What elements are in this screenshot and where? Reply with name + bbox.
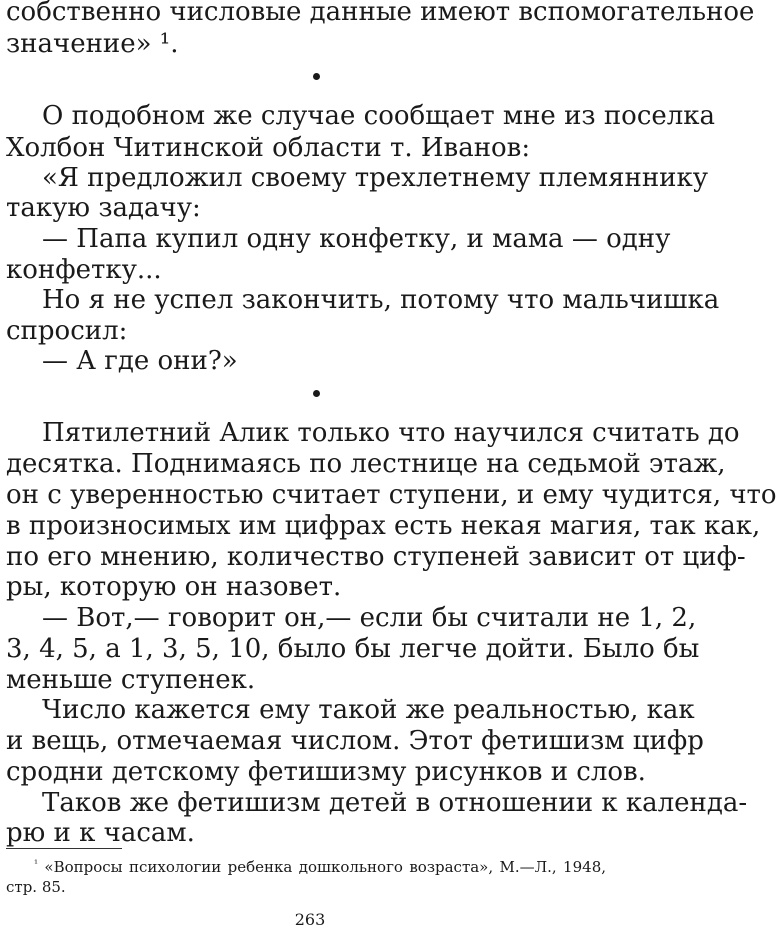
- text-line: Но я не успел закончить, потому что мальчишка: [42, 285, 720, 315]
- footnote-divider: [6, 848, 122, 849]
- footnote-text: «Вопросы психологии ребенка дошкольного возраста», М.—Л., 1948,: [44, 858, 607, 876]
- text-line: «Я предложил своему трехлетнему племяннику: [42, 163, 709, 193]
- text-line: сродни детскому фетишизму рисунков и слов.: [6, 757, 646, 787]
- text-line: по его мнению, количество ступеней зависит от циф-: [6, 542, 746, 572]
- text-line: — Папа купил одну конфетку, и мама — одну: [42, 224, 671, 254]
- text-line: такую задачу:: [6, 193, 201, 223]
- text-line: в произносимых им цифрах есть некая магия, так как,: [6, 511, 761, 541]
- text-line: Таков же фетишизм детей в отношении к календа-: [42, 788, 748, 818]
- text-line: Пятилетний Алик только что научился считать до: [42, 418, 740, 448]
- text-line: О подобном же случае сообщает мне из поселка: [42, 101, 716, 131]
- text-line: и вещь, отмечаемая числом. Этот фетишизм цифр: [6, 726, 704, 756]
- text-line: Холбон Читинской области т. Иванов:: [6, 133, 531, 163]
- text-line: Число кажется ему такой же реальностью, как: [42, 695, 695, 725]
- section-separator-dot: [313, 73, 320, 80]
- text-line: ры, которую он назовет.: [6, 572, 342, 602]
- footnote-line: [34, 855, 606, 877]
- text-line: — Вот,— говорит он,— если бы считали не 1, 2,: [42, 603, 697, 633]
- text-line: значение» ¹.: [6, 29, 179, 59]
- page-number: 263: [294, 910, 326, 929]
- footnote-line: стр. 85.: [6, 878, 66, 896]
- text-line: спросил:: [6, 316, 128, 346]
- section-separator-dot: [313, 390, 320, 397]
- text-line: 3, 4, 5, а 1, 3, 5, 10, было бы легче дойти. Было бы: [6, 634, 700, 664]
- footnote-mark: ¹: [34, 859, 39, 870]
- text-line: десятка. Поднимаясь по лестнице на седьмой этаж,: [6, 449, 726, 479]
- text-line: — А где они?»: [42, 346, 238, 376]
- text-line: меньше ступенек.: [6, 665, 256, 695]
- text-line: он с уверенностью считает ступени, и ему чудится, что: [6, 480, 777, 510]
- text-line: конфетку...: [6, 255, 162, 285]
- text-line: собственно числовые данные имеют вспомогательное: [6, 0, 755, 27]
- text-line: рю и к часам.: [6, 818, 195, 848]
